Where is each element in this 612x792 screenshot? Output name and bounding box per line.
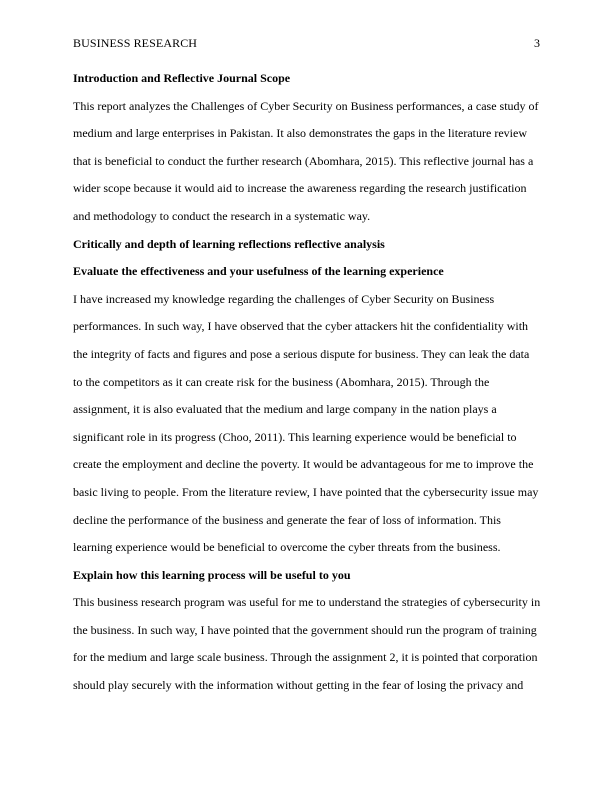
text-line: that is beneficial to conduct the further research (Abomhara, 2015). This reflective journal has a [73, 153, 534, 168]
text-line: I have increased my knowledge regarding the challenges of Cyber Security on Business [73, 291, 495, 306]
text-line: create the employment and decline the poverty. It would be advantageous for me to improve the [73, 457, 534, 472]
text-line: to the competitors as it can create risk for the business (Abomhara, 2015). Through the [73, 374, 490, 389]
running-head: BUSINESS RESEARCH [73, 36, 198, 50]
paragraph-intro [73, 93, 543, 231]
text-line: This business research program was useful for me to understand the strategies of cybersecurity in [73, 595, 541, 610]
text-line: basic living to people. From the literature review, I have pointed that the cybersecurity issue may [73, 484, 539, 499]
document-body [73, 65, 543, 700]
text-line: medium and large enterprises in Pakistan. It also demonstrates the gaps in the literature review [73, 126, 527, 141]
text-line: and methodology to conduct the research in a systematic way. [73, 208, 371, 223]
text-line: should play securely with the information without getting in the fear of losing the privacy and [73, 678, 524, 693]
text-line: assignment, it is also evaluated that the medium and large company in the nation plays a [73, 402, 497, 417]
section-heading-learning-process: Explain how this learning process will be useful to you [73, 567, 351, 582]
text-line: This report analyzes the Challenges of Cyber Security on Business performances, a case study of [73, 98, 539, 113]
section-heading-critical-reflection: Critically and depth of learning reflections reflective analysis [73, 236, 385, 251]
text-line: the business. In such way, I have pointed that the government should run the program of training [73, 622, 537, 637]
paragraph-evaluate-effectiveness [73, 286, 543, 562]
text-line: significant role in its progress (Choo, 2011). This learning experience would be beneficial to [73, 429, 517, 444]
text-line: the integrity of facts and figures and pose a serious dispute for business. They can leak the data [73, 346, 530, 361]
paragraph-learning-process [73, 589, 543, 699]
section-heading-intro: Introduction and Reflective Journal Scope [73, 71, 291, 85]
page-number: 3 [534, 36, 540, 50]
text-line: decline the performance of the business and generate the fear of loss of information. This [73, 512, 501, 527]
section-heading-evaluate-effectiveness: Evaluate the effectiveness and your usefulness of the learning experience [73, 264, 444, 279]
text-line: wider scope because it would aid to increase the awareness regarding the research justification [73, 181, 527, 196]
text-line: learning experience would be beneficial to overcome the cyber threats from the business. [73, 540, 501, 555]
text-line: for the medium and large scale business. Through the assignment 2, it is pointed that corporation [73, 650, 538, 665]
text-line: performances. In such way, I have observed that the cyber attackers hit the confidentiality with [73, 319, 529, 334]
